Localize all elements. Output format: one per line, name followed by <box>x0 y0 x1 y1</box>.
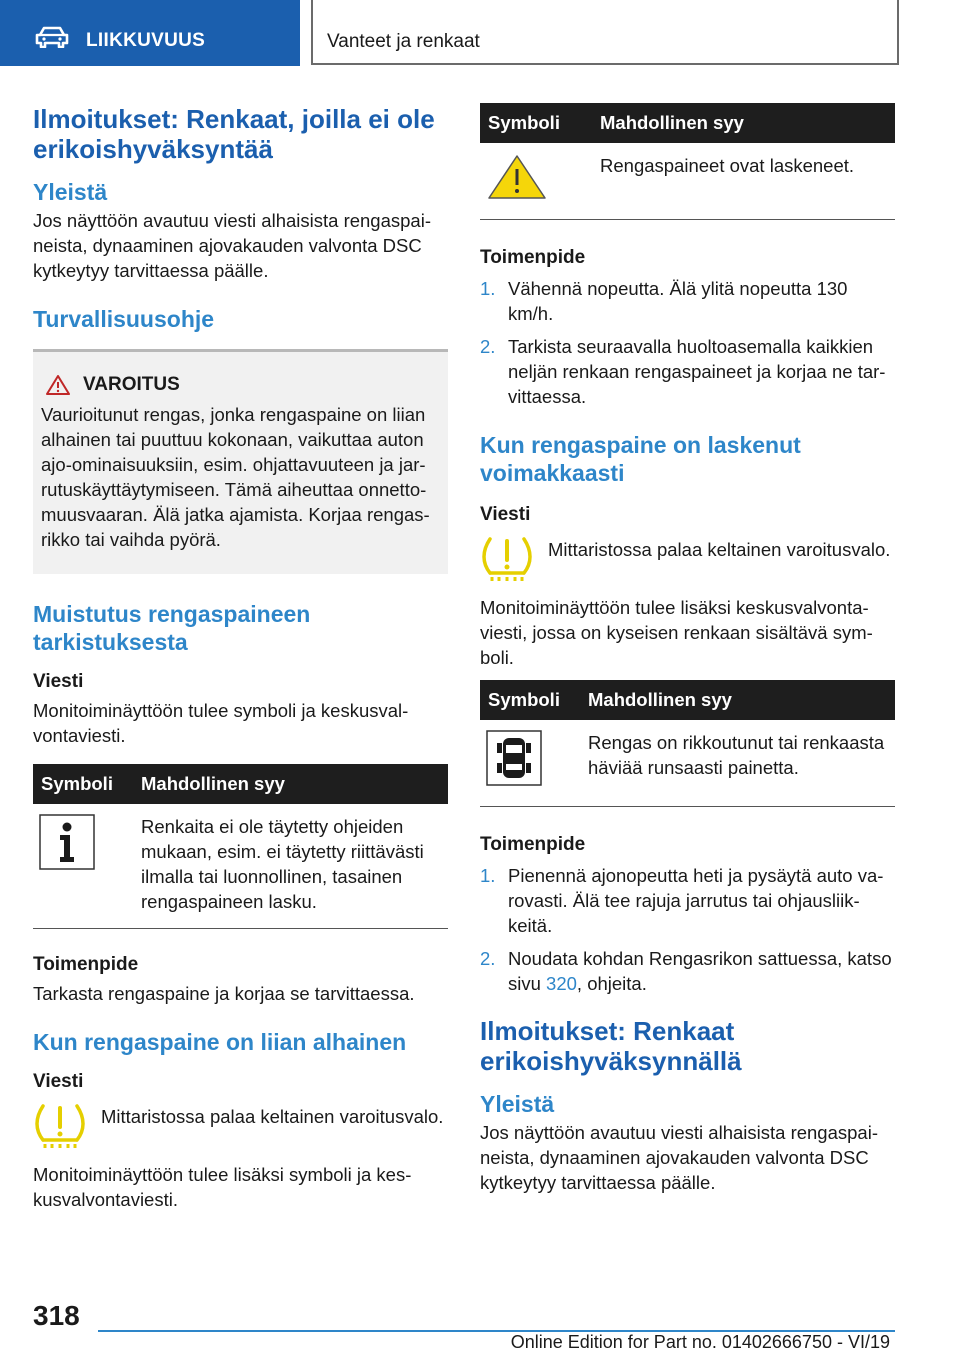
section-tab <box>0 0 300 66</box>
page-number: 318 <box>33 1300 80 1331</box>
reminder-text: Monitoiminäyttöön tulee symboli ja keskusvalvontaviesti. <box>33 700 409 746</box>
col-cause: Mahdollinen syy <box>592 103 895 143</box>
table-row <box>480 143 895 220</box>
col-symbol: Symboli <box>480 103 592 143</box>
warning-triangle-icon <box>45 374 71 396</box>
col-cause: Mahdollinen syy <box>580 680 895 720</box>
special-section-title: Ilmoitukset: Renkaat erikoishyväksynnällä <box>480 1016 742 1076</box>
section-name: LIIKKUVUUS <box>86 30 206 51</box>
action-heading: Toimenpide <box>480 834 586 855</box>
warning-text: Vaurioitunut rengas, jonka rengaspaine on liian alhainen tai puuttuu kokonaan, vaikuttaa auton ajo-ominaisuuksiin, esim. ohjattavuuteen ja jarrutuskäyttäytymiseen. Tämä aiheuttaa onnettomuusvaaran. Älä jatka ajamista. Korjaa rengasrikko tai vaihda pyörä. <box>41 404 430 550</box>
car-front-icon <box>34 26 70 48</box>
tire-pressure-warning-icon <box>33 1100 87 1150</box>
low-message-label: Viesti <box>33 1071 84 1092</box>
col-symbol: Symboli <box>33 764 133 804</box>
strong-lamp-row <box>480 533 895 583</box>
col-cause: Mahdollinen syy <box>133 764 448 804</box>
info-i-icon <box>39 814 95 870</box>
reminder-message-label: Viesti <box>33 671 84 692</box>
list-item: 1. Pienennä ajonopeutta heti ja pysäytä auto varovasti. Älä tee rajuja jarrutus tai ohjausliikkeitä. <box>480 865 884 936</box>
col-symbol: Symboli <box>480 680 580 720</box>
tire-symbol-table <box>480 680 895 807</box>
tire-pressure-warning-icon <box>480 533 534 583</box>
reminder-symbol-table <box>33 764 448 929</box>
warning-title: VAROITUS <box>83 374 180 395</box>
low-text: Monitoiminäyttöön tulee lisäksi symboli ja keskusvalvontaviesti. <box>33 1164 412 1210</box>
page-header <box>0 0 960 66</box>
table-row <box>33 804 448 929</box>
table-row <box>480 720 895 807</box>
edition-text: Online Edition for Part no. 01402666750 - VI/19 <box>510 1332 890 1352</box>
pressure-symbol-table <box>480 103 895 220</box>
right-column <box>480 103 895 1195</box>
warning-header <box>45 374 440 396</box>
left-column <box>33 100 448 1212</box>
list-item: 2. Tarkista seuraavalla huoltoasemalla kaikkien neljän renkaan rengaspaineet ja korjaa ne tarvittaessa. <box>480 336 886 407</box>
page-link[interactable]: 320 <box>546 973 577 994</box>
low-lamp-row <box>33 1100 448 1150</box>
safety-heading: Turvallisuusohje <box>33 306 215 332</box>
action-heading: Toimenpide <box>480 247 586 268</box>
yellow-warning-triangle-icon <box>486 153 548 201</box>
cause-text: Rengaspaineet ovat laskeneet. <box>592 143 895 220</box>
reminder-heading: Muistutus rengaspaineen tarkistuksesta <box>33 601 311 655</box>
car-top-view-icon <box>486 730 542 786</box>
chapter-tab <box>311 0 899 65</box>
special-general-text: Jos näyttöön avautuu viesti alhaisista rengaspaineista, dynaaminen ajovakauden valvonta DSC kytkeytyy tarvittaessa päälle. <box>480 1122 878 1193</box>
strong-text: Monitoiminäyttöön tulee lisäksi keskusvalvontaviesti, jossa on kyseisen renkaan sisältävä symboli. <box>480 597 873 668</box>
strong-lamp-text: Mittaristossa palaa keltainen varoitusvalo. <box>548 539 891 560</box>
list-item: 2. Noudata kohdan Rengasrikon sattuessa, katso sivu 320, ohjeita. <box>480 948 892 994</box>
page-footer <box>0 1290 960 1362</box>
cause-text: Rengas on rikkoutunut tai renkaasta häviää runsaasti painetta. <box>580 720 895 807</box>
general-text: Jos näyttöön avautuu viesti alhaisista rengaspaineista, dynaaminen ajovakauden valvonta DSC kytkeytyy tarvittaessa päälle. <box>33 210 431 281</box>
action-steps <box>480 276 895 409</box>
strong-message-label: Viesti <box>480 504 531 525</box>
action-text: Tarkasta rengaspaine ja korjaa se tarvittaessa. <box>33 983 415 1004</box>
section-title: Ilmoitukset: Renkaat, joilla ei ole erikoishyväksyntää <box>33 104 435 164</box>
special-general-heading: Yleistä <box>480 1091 555 1117</box>
low-lamp-text: Mittaristossa palaa keltainen varoitusvalo. <box>101 1106 444 1127</box>
cause-text: Renkaita ei ole täytetty ohjeiden mukaan, esim. ei täytetty riittävästi ilmalla tai luonnollinen, tasainen rengaspaineen lasku. <box>133 804 448 929</box>
warning-box <box>33 352 448 574</box>
list-item: 1. Vähennä nopeutta. Älä ylitä nopeutta 130 km/h. <box>480 278 848 324</box>
low-pressure-heading: Kun rengaspaine on liian alhainen <box>33 1029 407 1055</box>
general-heading: Yleistä <box>33 179 108 205</box>
strong-drop-heading: Kun rengaspaine on laskenut voimakkaasti <box>480 432 801 486</box>
action-steps <box>480 863 895 996</box>
chapter-name: Vanteet ja renkaat <box>327 31 480 52</box>
action-heading: Toimenpide <box>33 954 139 975</box>
